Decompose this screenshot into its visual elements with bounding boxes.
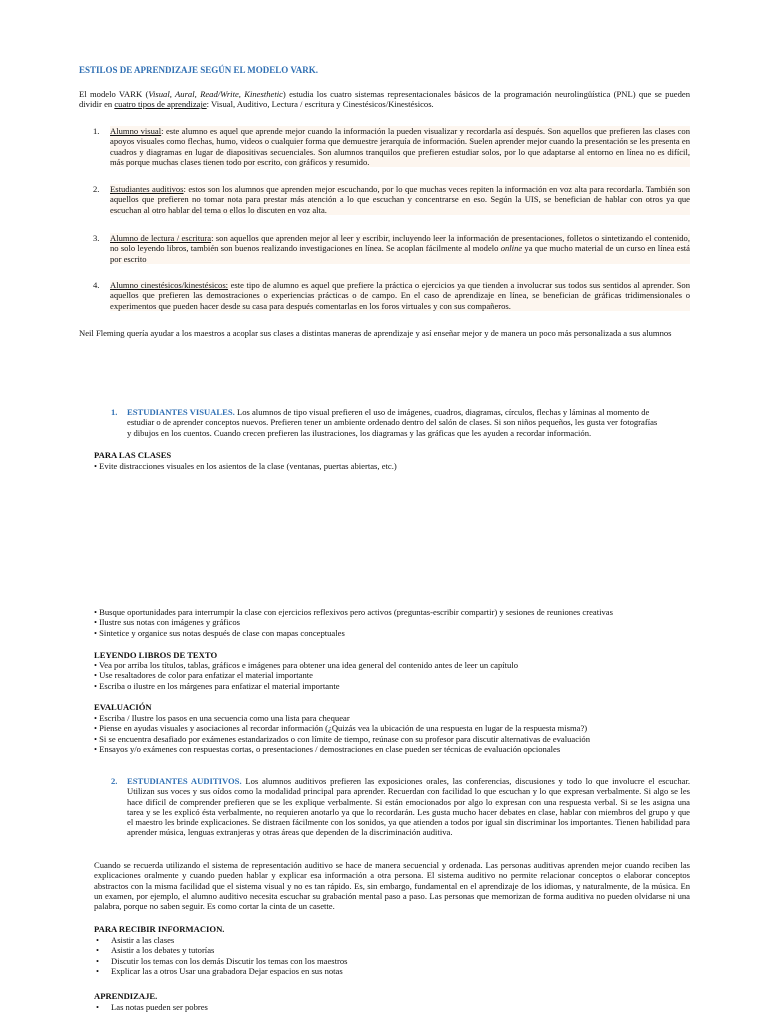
visual-line-3: y dibujos en los cuentos. Cuando crecen prefieren las ilustraciones, los diagramas y las gráficas que les ayuden a recordar información. — [127, 427, 592, 438]
type-item-2 — [93, 184, 690, 215]
evaluacion-item-4: • Ensayos y/o exámenes con respuestas cortas, o presentaciones / demostraciones en clase pueden ser técnicas de evaluación opcionales — [94, 743, 561, 754]
aprendizaje-item-1: Las notas pueden ser pobres — [111, 1002, 208, 1012]
type-num-2: 2. — [93, 184, 100, 194]
type-text-4: este tipo de alumno es aquel que prefiere la práctica o ejercicios ya que tienden a involucrar sus todos sus sentidos al aprender. Son aquellos que prefieren las demostraciones o experiencias prácticas o de campo. En el caso de aprendizaje en línea, se benefician de gráficas tridimensionales o experimentos que pueden hacer desde su casa para después comentarlas en los foros virtuales y con sus compañeros. — [110, 280, 690, 311]
intro-paragraph — [79, 89, 690, 110]
recibir-list — [96, 935, 348, 976]
type-label-1: Alumno visual — [110, 126, 162, 136]
bullet-icon: • — [96, 1002, 100, 1012]
type-num-1: 1. — [93, 126, 100, 136]
auditivo-heading: ESTUDIANTES AUDITIVOS. — [127, 776, 242, 786]
intro-underlined: cuatro tipos de aprendizaje — [114, 99, 207, 110]
clases-item-1: • Evite distracciones visuales en los asientos de la clase (ventanas, puertas abiertas, etc.) — [94, 461, 397, 471]
intro-text-3: : Visual, Auditivo, Lectura / escritura y Cinestésicos/Kinestésicos. — [206, 99, 434, 110]
leyendo-heading: LEYENDO LIBROS DE TEXTO — [94, 650, 218, 660]
leyendo-item-3: • Escriba o ilustre en los márgenes para enfatizar el material importante — [94, 680, 340, 691]
auditivo-paragraph: Cuando se recuerda utilizando el sistema de representación auditivo se hace de manera secuencial y ordenada. Las personas auditivas aprenden mejor cuando reciben las explicaciones oralmente y cuando pueden hablar y explicar esa información a otra persona. El sistema auditivo no permite relacionar conceptos o elaborar conceptos abstractos con la misma facilidad que el sistema visual y no es tan rápido. Es, sin embargo, fundamental en el aprendizaje de los idiomas, y naturalmente, de la música. En un examen, por ejemplo, el alumno auditivo necesita escuchar su grabación mental paso a paso. Las personas que memorizan de forma auditiva no pueden olvidarse ni una palabra, porque no saben seguir. Es como cortar la cinta de un casette. — [94, 860, 690, 912]
type-label-3: Alumno de lectura / escritura — [110, 233, 212, 243]
type-label-2: Estudiantes auditivos — [110, 184, 184, 194]
type-num-3: 3. — [93, 233, 100, 243]
type-text-3a: : son aquellos que aprenden mejor al leer y escribir, incluyendo leer la información de presentaciones, folletos o sintetizando el contenido, no solo leyendo libros, también son buenos realizando investigaciones en línea. Se acoplan fácilmente al modelo — [110, 233, 690, 254]
type-item-3 — [93, 233, 690, 264]
auditivo-num: 2. — [111, 776, 118, 786]
recibir-item-4: Explicar las a otros Usar una grabadora Dejar espacios en sus notas — [111, 965, 343, 976]
para-las-clases-heading: PARA LAS CLASES — [94, 450, 172, 460]
recibir-item-2: Asistir a los debates y tutorías — [111, 945, 215, 956]
visual-heading: ESTUDIANTES VISUALES. — [127, 407, 235, 417]
leyendo-item-2: • Use resaltadores de color para enfatizar el material importante — [94, 670, 313, 681]
bullet-icon: • — [96, 945, 100, 956]
clases-item-2: • Busque oportunidades para interrumpir la clase con ejercicios reflexivos pero activos (preguntas-escribir compartir) y sesiones de reuniones creativas — [94, 607, 613, 617]
intro-text-2: ) estudia los cuatro sistemas representacionales básicos de la programación neurolingüística (PNL) que se pueden dividir en — [79, 89, 690, 110]
recibir-item-4-row — [96, 965, 348, 976]
clases-items-group — [94, 607, 613, 638]
visual-num: 1. — [111, 407, 118, 417]
page-title: ESTILOS DE APRENDIZAJE SEGÚN EL MODELO VARK. — [79, 65, 318, 75]
leyendo-item-1: • Vea por arriba los títulos, tablas, gráficos e imágenes para obtener una idea general del contenido antes de leer un capítulo — [94, 660, 519, 670]
recibir-heading: PARA RECIBIR INFORMACION. — [94, 924, 225, 934]
intro-italic-terms: Visual, Aural, Read/Write, Kinesthetic — [148, 89, 283, 99]
visual-section-intro — [111, 407, 692, 438]
fleming-paragraph: Neil Fleming quería ayudar a los maestros a acoplar sus clases a distintas maneras de aprendizaje y así enseñar mejor y de manera un poco más personalizada a sus alumnos — [79, 328, 672, 338]
evaluacion-item-3: • Si se encuentra desafiado por exámenes estandarizados o con límite de tiempo, reúnase con su profesor para discutir alternativas de evaluación — [94, 733, 591, 744]
clases-item-3: • Ilustre sus notas con imágenes y gráficos — [94, 617, 240, 628]
recibir-item-2-row — [96, 945, 348, 956]
clases-item-4: • Sintetice y organice sus notas después de clase con mapas conceptuales — [94, 627, 345, 638]
evaluacion-heading: EVALUACIÓN — [94, 702, 152, 712]
bullet-icon: • — [96, 935, 100, 945]
aprendizaje-item-1-row — [96, 1002, 208, 1012]
type-label-4: Alumno cinestésicos/kinestésicos: — [110, 280, 229, 290]
auditivo-section-intro — [111, 776, 691, 838]
auditivo-text: Los alumnos auditivos prefieren las exposiciones orales, las conferencias, discusiones y todo lo que involucre el escuchar. Utilizan sus voces y sus oídos como la modalidad principal para aprender. Recuerdan con facilidad lo que escuchan y lo que expresan verbalmente. Si algo se les hace difícil de comprender prefieren que se les explique verbalmente. Si están emocionados por algo lo expresan con una respuesta verbal. Si se les asigna una tarea y se les explicó ésta verbalmente, no requieren anotarlo ya que lo recordarán. Les gusta mucho hacer debates en clase, hablar con miembros del grupo y que el maestro les brinde explicaciones. Se distraen fácilmente con los sonidos, ya que atienden a todos por igual sin discriminar los importantes. Tienen habilidad para aprender música, lenguas extranjeras y otras áreas que dependen de la discriminación auditiva. — [127, 776, 691, 838]
type-text-1: : este alumno es aquel que aprende mejor cuando la información la pueden visualizar y recordarla así después. Son aquellos que prefieren las clases con apoyos visuales como flechas, humo, videos o cualquier forma que demuestre jerarquía de información. Suelen aprender mejor cuando la presentación se les presenta en cuadros y diagramas en lugar de diapositivas secuenciales. Son alumnos tranquilos que prefieren estudiar solos, por lo que adaptarse al entorno en línea no es difícil, más porque muchas clases tienen todo por escrito, con gráficos y resumido. — [110, 126, 690, 167]
type-text-3-italic: online — [500, 243, 523, 254]
leyendo-items-group — [94, 660, 518, 691]
type-text-3b: ya que mucho material de un curso en línea está por escrito — [110, 243, 690, 264]
recibir-item-1-row — [96, 935, 348, 945]
intro-text-1: El modelo VARK ( — [79, 89, 149, 99]
evaluacion-item-2: • Piense en ayudas visuales y asociaciones al recordar información (¿Quizás vea la ubicación de una respuesta en lugar de la respuesta misma?) — [94, 723, 588, 734]
evaluacion-items-group — [94, 713, 590, 754]
type-num-4: 4. — [93, 280, 100, 290]
bullet-icon: • — [96, 965, 100, 976]
type-text-2: : estos son los alumnos que aprenden mejor escuchando, por lo que muchas veces repiten la información en voz alta para recordarla. También son aquellos que prefieren no tomar nota para prestar más atención a lo que escuchan y concentrarse en eso. Según la UIS, se benefician de hablar con otros ya que escuchan al otro hablar del tema o ellos lo discuten en voz alta. — [110, 184, 690, 215]
recibir-item-3-row — [96, 955, 348, 966]
type-item-1 — [93, 126, 690, 167]
visual-line-2: estudiar o de aprender conceptos nuevos. Prefieren tener un ambiente ordenado dentro del salón de clases. Si son niños pequeños, les gusta ver fotografías — [127, 417, 658, 428]
evaluacion-item-1: • Escriba / Ilustre los pasos en una secuencia como una lista para chequear — [94, 713, 350, 723]
aprendizaje-list — [96, 1002, 208, 1012]
bullet-icon: • — [96, 955, 100, 966]
visual-line-1: Los alumnos de tipo visual prefieren el uso de imágenes, cuadros, diagramas, círculos, flechas y láminas al momento de — [236, 407, 650, 417]
type-item-4 — [93, 280, 690, 311]
recibir-item-1: Asistir a las clases — [111, 935, 175, 945]
recibir-item-3: Discutir los temas con los demás Discutir los temas con los maestros — [111, 955, 348, 966]
aprendizaje-heading: APRENDIZAJE. — [94, 991, 158, 1001]
